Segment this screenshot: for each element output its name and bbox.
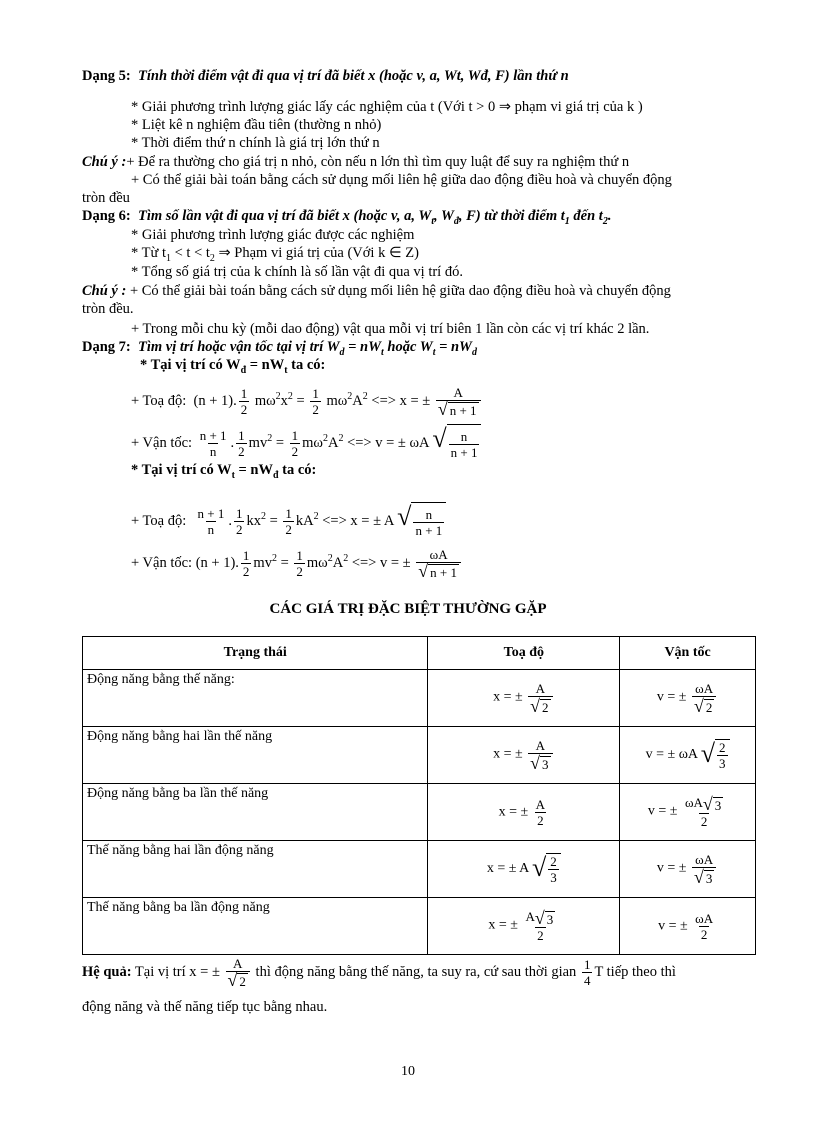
formula-van-toc-1: + Vận tốc: $\frac{n + 1}{n}$ . $\frac{1}{2}$ $mv^2$ = $\frac{1}{2}$ $m\omega^2A^2$ <=> v = ± ωA √ $\frac{n}{n + 1}$: [131, 420, 481, 463]
cell-van-toc: v = ± ωA √ $\frac{2}{3}$: [620, 727, 756, 784]
dang5-label: Dạng 5:: [82, 68, 131, 84]
formula-toa-do-1: + Toạ độ: (n + 1). $\frac{1}{2}$ $m\omega^2x^2$ = $\frac{1}{2}$ $m\omega^2A^2$ <=> x = ± A √ n + 1: [131, 378, 483, 420]
dang5-title: Tính thời điểm vật đi qua vị trí đã biết x (hoặc v, a, Wt, Wđ, F) lần thứ n: [138, 68, 569, 84]
dang5-note-2a: + Có thể giải bài toán bằng cách sử dụng mối liên hệ giữa dao động điều hoà và chuyển động: [131, 172, 672, 188]
dang6-bullet-1: * Giải phương trình lượng giác được các nghiệm: [131, 227, 415, 243]
dang5-bullet-1: * Giải phương trình lượng giác lấy các nghiệm của t (Với t > 0 ⇒ phạm vi giá trị của k ): [131, 99, 643, 115]
dang5-note-2b: tròn đều: [82, 190, 130, 206]
header-trang-thai: Trạng thái: [83, 637, 428, 670]
special-values-table: [82, 636, 756, 955]
row-label: Thế năng bằng ba lần động năng: [83, 898, 428, 955]
header-toa-do: Toạ độ: [428, 637, 620, 670]
cell-van-toc: v = ± ωA √ 2: [620, 670, 756, 727]
cell-toa-do: x = ± A √ 3 2: [428, 898, 620, 955]
dang5-bullet-2: * Liệt kê n nghiệm đầu tiên (thường n nhỏ): [131, 117, 382, 133]
table-row: [83, 784, 756, 841]
dang6-bullet-2: * Từ $t_1 < t < t_2$ ⇒ Phạm vi giá trị của (Với k ∈ Z): [131, 245, 419, 264]
table-row: [83, 898, 756, 955]
dang7-case-2: * Tại vị trí có $W_t = nW_đ$ ta có:: [131, 462, 317, 481]
formula-toa-do-2: + Toạ độ: $\frac{n + 1}{n}$ . $\frac{1}{2}$ $kx^2$ = $\frac{1}{2}$ $kA^2$ <=> x = ± A √ $\frac{n}{n + 1}$: [131, 498, 446, 541]
cell-van-toc: v = ± $\frac{\omega A}{2}$: [620, 898, 756, 955]
row-label: Thế năng bằng hai lần động năng: [83, 841, 428, 898]
table-row: [83, 727, 756, 784]
cell-van-toc: v = ± ωA √ 3 2: [620, 784, 756, 841]
formula-van-toc-2: + Vận tốc: (n + 1). $\frac{1}{2}$ $mv^2$ = $\frac{1}{2}$ $m\omega^2A^2$ <=> v = ± ωA √ n + 1: [131, 540, 463, 582]
dang6-note-1a: Chú ý : + Có thể giải bài toán bằng cách sử dụng mối liên hệ giữa dao động điều hoà và chuyển động: [82, 283, 671, 299]
dang7-case-1: * Tại vị trí có $W_đ = nW_t$ ta có:: [140, 357, 326, 376]
row-label: Động năng bằng hai lần thế năng: [83, 727, 428, 784]
table-row: [83, 670, 756, 727]
he-qua-line-1: Hệ quả: Tại vị trí x = ± A √ 2 thì động năng bằng thế năng, ta suy ra, cứ sau thời gian $\frac{1}{4}$ T tiếp theo thì: [82, 956, 676, 991]
dang7-heading: Dạng 7: Tìm vị trí hoặc vận tốc tại vị trí $W_d = nW_t$ hoặc $W_t = nW_d$: [82, 339, 477, 358]
dang6-bullet-3: * Tổng số giá trị của k chính là số lần vật đi qua vị trí đó.: [131, 264, 463, 280]
row-label: Động năng bằng thế năng:: [83, 670, 428, 727]
dang5-bullet-3: * Thời điểm thứ n chính là giá trị lớn thứ n: [131, 135, 380, 151]
header-van-toc: Vận tốc: [620, 637, 756, 670]
cell-toa-do: x = ± A √ 3: [428, 727, 620, 784]
page-number: 10: [401, 1064, 415, 1079]
cell-van-toc: v = ± ωA √ 3: [620, 841, 756, 898]
dang5-note-1: Chú ý :+ Để ra thường cho giá trị n nhỏ, còn nếu n lớn thì tìm quy luật để suy ra nghiệm thứ n: [82, 154, 630, 170]
dang6-heading: Dạng 6: Tìm số lần vật đi qua vị trí đã biết x (hoặc v, a, $W_t$, $W_đ$, F) từ thời điểm $t_1$ đến $t_2$.: [82, 208, 612, 227]
row-label: Động năng bằng ba lần thế năng: [83, 784, 428, 841]
dang6-note-1b: tròn đều.: [82, 301, 134, 317]
table-title: CÁC GIÁ TRỊ ĐẶC BIỆT THƯỜNG GẶP: [269, 601, 547, 617]
cell-toa-do: x = ± A √ $\frac{2}{3}$: [428, 841, 620, 898]
dang5-heading: [82, 67, 569, 85]
he-qua-line-2: động năng và thế năng tiếp tục bằng nhau.: [82, 999, 328, 1015]
dang6-note-2: + Trong mỗi chu kỳ (mỗi dao động) vật qua mỗi vị trí biên 1 lần còn các vị trí khác 2 lần.: [131, 321, 650, 337]
table-row: [83, 841, 756, 898]
table-header-row: [83, 637, 756, 670]
cell-toa-do: x = ± A √ 2: [428, 670, 620, 727]
cell-toa-do: x = ± $\frac{A}{2}$: [428, 784, 620, 841]
